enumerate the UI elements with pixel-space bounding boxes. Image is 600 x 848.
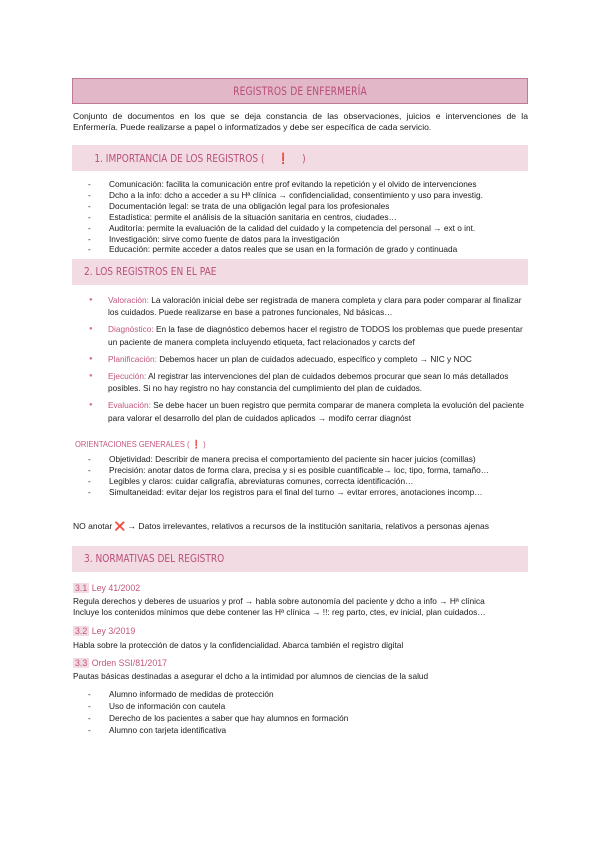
list-item: - Alumno informado de medidas de protección — [88, 688, 348, 700]
subsection-3-3-heading — [73, 658, 167, 668]
phase-label: Valoración: — [108, 295, 149, 305]
list-item-text: - Precisión: anotar datos de forma clara, precisa y si es posible cuantificable→ loc, tipo, forma, tamaño… — [109, 464, 489, 475]
section-2-header — [72, 259, 528, 285]
no-anotar-line — [73, 521, 489, 532]
subsection-3-2-heading — [73, 626, 135, 636]
orden-list — [88, 688, 348, 736]
list-item: - Simultaneidad: evitar dejar los registros para el final del turno → evitar errores, anotaciones incomp… — [88, 487, 528, 498]
pae-phase-list — [88, 294, 528, 429]
section-1-title — [84, 152, 306, 165]
list-item: - Derecho de los pacientes a saber que hay alumnos en formación — [88, 712, 348, 724]
list-item — [88, 353, 528, 365]
subsection-number: 3.3 — [75, 658, 88, 668]
document-title: REGISTROS DE ENFERMERÍA — [233, 84, 367, 98]
exclamation-icon: ❗ — [277, 152, 289, 165]
list-item: - Educación: permite acceder a datos reales que se usan en la formación de grado y continuada — [88, 244, 483, 255]
list-item — [88, 294, 528, 318]
list-item: - Alumno con tarjeta identificativa — [88, 724, 348, 736]
list-item — [88, 465, 528, 476]
no-anotar-text: → Datos irrelevantes, relativos a recursos de la institución sanitaria, relativos a personas ajenas — [127, 521, 489, 531]
text-line: Regula derechos y deberes de usuarios y prof → habla sobre autonomía del paciente y dcho a info → Hª clínica — [73, 596, 485, 606]
orientaciones-heading — [75, 440, 206, 450]
subsection-title: Ley 3/2019 — [91, 626, 136, 636]
list-item: - Uso de información con cautela — [88, 700, 348, 712]
list-item — [88, 399, 528, 423]
intro-paragraph: Conjunto de documentos en los que se deja constancia de las observaciones, juicios e intervenciones de la Enfermería. Puede realizarse a papel o informatizados y debe ser específica de cada servicio. — [73, 111, 528, 133]
list-item: - Dcho a la info: dcho a acceder a su Hª clínica → confidencialidad, consentimiento y uso para investig. — [88, 190, 483, 201]
text-line: Incluye los contenidos mínimos que debe contener las Hª clínica → !!: reg parto, ctes, ev inicial, plan cuidados… — [73, 606, 486, 617]
section-1-header — [72, 145, 528, 171]
section-2-title: 2. LOS REGISTROS EN EL PAE — [84, 266, 217, 278]
exclamation-icon: ❗ — [191, 440, 202, 449]
phase-text: Al registrar las intervenciones del plan de cuidados debemos procurar que sean lo más detallados posibles. Si no hay registro no hay constancia del cumplimiento del plan de cuidados. — [108, 371, 509, 394]
subsection-3-1-heading — [73, 583, 140, 593]
list-item: - Estadística: permite el análisis de la situación sanitaria en centros, ciudades… — [88, 212, 483, 223]
list-item: - Investigación: sirve como fuente de datos para la investigación — [88, 234, 483, 245]
orient-heading-close: ) — [203, 440, 206, 449]
phase-text: Se debe hacer un buen registro que permita comparar de manera completa la evolución del paciente para valorar el desarrollo del plan de cuidados aplicados → modifo cerrar diagnóst — [108, 400, 525, 423]
list-item: - Documentación legal: se trata de una obligación legal para los profesionales — [88, 201, 483, 212]
subsection-title: Ley 41/2002 — [91, 583, 141, 593]
list-item: - Objetividad: Describir de manera precisa el comportamiento del paciente sin hacer juicios (comillas) — [88, 454, 528, 465]
text-line: Habla sobre la protección de datos y la confidencialidad. Abarca también el registro digital — [73, 640, 404, 650]
phase-text: La valoración inicial debe ser registrada de manera completa y clara para poder comparar al finalizar los cuidados. Puede realizarse en base a patrones funcionales, Nd básicas… — [108, 295, 522, 318]
phase-label: Ejecución: — [108, 371, 147, 382]
list-item — [88, 323, 528, 347]
list-item — [88, 370, 528, 394]
list-item: - Auditoría: permite la evaluación de la calidad del cuidado y la competencia del personal → ext o int. — [88, 223, 483, 234]
phase-label: Evaluación: — [108, 400, 151, 411]
section-3-title: 3. NORMATIVAS DEL REGISTRO — [84, 553, 225, 565]
section-1-title-close: ) — [302, 152, 306, 165]
orient-heading-text: ORIENTACIONES GENERALES ( — [75, 440, 190, 449]
subsection-title: Orden SSI/81/2017 — [91, 658, 168, 668]
phase-text: Debemos hacer un plan de cuidados adecuado, específico y completo → NIC y NOC — [159, 353, 472, 364]
list-item: - Comunicación: facilita la comunicación entre prof evitando la repetición y el olvido de intervenciones — [88, 179, 483, 190]
no-anotar-label: NO anotar — [73, 521, 113, 531]
section-1-title-text: 1. IMPORTANCIA DE LOS REGISTROS ( — [94, 152, 265, 165]
phase-text: En la fase de diagnóstico debemos hacer el registro de TODOS los problemas que puede presentar un paciente de manera completa incluyendo etiqueta, fact relacionados y carcts def — [108, 324, 523, 347]
text-line: Pautas básicas destinadas a asegurar el dcho a la intimidad por alumnos de ciencias de la salud — [73, 671, 429, 681]
phase-label: Diagnóstico: — [108, 324, 154, 335]
subsection-number: 3.2 — [75, 626, 88, 636]
subsection-number: 3.1 — [75, 583, 88, 593]
section-3-header — [72, 546, 528, 572]
list-item: - Legibles y claros: cuidar caligrafía, abreviaturas comunes, correcta identificación… — [88, 476, 528, 487]
phase-label: Planificación: — [108, 353, 157, 364]
subsection-3-1-text — [73, 596, 486, 617]
subsection-3-3-text — [73, 671, 428, 682]
importance-list — [88, 179, 483, 255]
document-title-box — [72, 78, 528, 104]
cross-icon: ❌ — [114, 521, 126, 531]
subsection-3-2-text — [73, 640, 403, 651]
orientaciones-list — [88, 454, 528, 498]
